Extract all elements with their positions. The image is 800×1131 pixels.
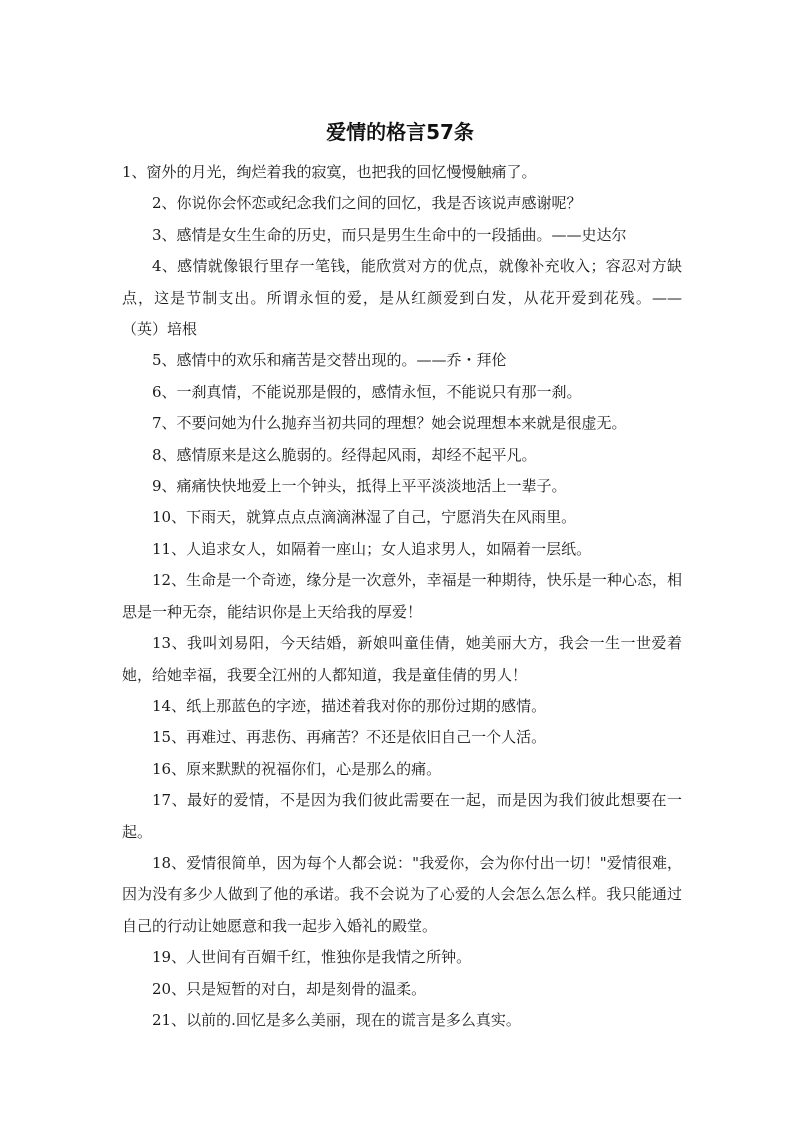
quote-item: 8、感情原来是这么脆弱的。经得起风雨，却经不起平凡。 — [152, 445, 537, 464]
quote-item: 5、感情中的欢乐和痛苦是交替出现的。——乔・拜伦 — [152, 351, 507, 370]
quote-item: 21、以前的.回忆是多么美丽，现在的谎言是多么真实。 — [152, 1010, 521, 1029]
quote-item: 15、再难过、再悲伤、再痛苦？不还是依旧自己一个人活。 — [152, 728, 547, 747]
quote-item: 16、原来默默的祝福你们，心是那么的痛。 — [152, 759, 442, 778]
quote-item: 18、爱情很简单，因为每个人都会说："我爱你，会为你付出一切！"爱情很难，因为没有多少人做到了他的承诺。我不会说为了心爱的人会怎么怎么样。我只能通过自己的行动让她愿意和我一起步入婚礼的殿堂。 — [122, 853, 682, 935]
quote-item: 20、只是短暂的对白，却是刻骨的温柔。 — [152, 979, 427, 998]
quote-item: 19、人世间有百媚千红，惟独你是我情之所钟。 — [152, 948, 472, 967]
quote-item: 11、人追求女人，如隔着一座山；女人追求男人，如隔着一层纸。 — [152, 539, 592, 558]
quote-item: 7、不要问她为什么抛弃当初共同的理想？她会说理想本来就是很虚无。 — [152, 414, 627, 433]
quote-item: 9、痛痛快快地爱上一个钟头，抵得上平平淡淡地活上一辈子。 — [152, 477, 567, 496]
quote-item: 10、下雨天，就算点点点滴滴淋湿了自己，宁愿消失在风雨里。 — [152, 508, 577, 527]
quote-item: 13、我叫刘易阳，今天结婚，新娘叫童佳倩，她美丽大方，我会一生一世爱着她，给她幸福，我要全江州的人都知道，我是童佳倩的男人！ — [122, 634, 682, 684]
quote-item: 14、纸上那蓝色的字迹，描述着我对你的那份过期的感情。 — [152, 696, 547, 715]
quote-item: 4、感情就像银行里存一笔钱，能欣赏对方的优点，就像补充收入；容忍对方缺点，这是节制支出。所谓永恒的爱，是从红颜爱到白发，从花开爱到花残。——（英）培根 — [122, 257, 682, 339]
quote-list — [122, 157, 682, 1036]
quote-item: 3、感情是女生生命的历史，而只是男生生命中的一段插曲。——史达尔 — [152, 225, 627, 244]
quote-item: 17、最好的爱情，不是因为我们彼此需要在一起，而是因为我们彼此想要在一起。 — [122, 791, 682, 841]
quote-item: 2、你说你会怀恋或纪念我们之间的回忆，我是否该说声感谢呢？ — [152, 194, 582, 213]
quote-item: 1、窗外的月光，绚烂着我的寂寞，也把我的回忆慢慢触痛了。 — [122, 163, 537, 181]
document-title: 爱情的格言57条 — [326, 120, 474, 144]
quote-item: 12、生命是一个奇迹，缘分是一次意外，幸福是一种期待，快乐是一种心态，相思是一种无奈，能结识你是上天给我的厚爱！ — [122, 571, 682, 621]
quote-item: 6、一刹真情，不能说那是假的，感情永恒，不能说只有那一刹。 — [152, 382, 582, 401]
